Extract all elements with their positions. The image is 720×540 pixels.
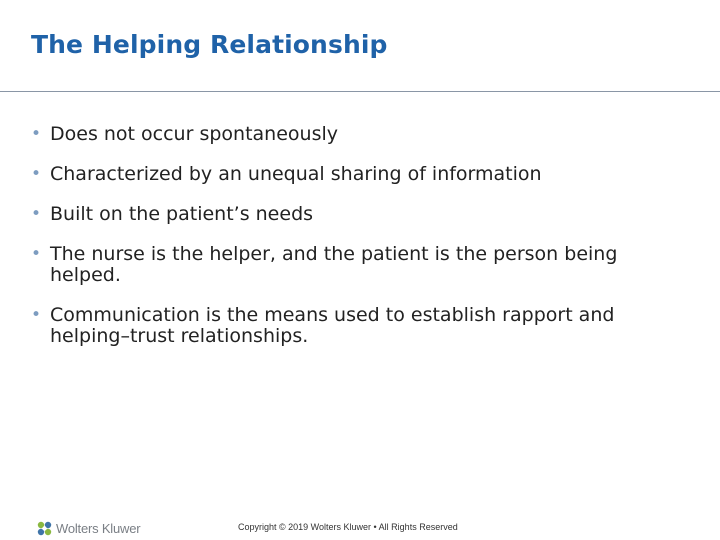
bullet-text: Characterized by an unequal sharing of information [50, 163, 542, 185]
bullet-item [30, 305, 690, 347]
title-divider [0, 91, 720, 92]
bullet-marker: • [31, 124, 42, 144]
wolters-kluwer-logo [36, 519, 140, 537]
bullet-marker: • [31, 204, 42, 224]
bullet-item [30, 124, 690, 145]
bullet-text: Built on the patient’s needs [50, 203, 314, 225]
bullet-list [30, 124, 690, 366]
bullet-item [30, 244, 690, 286]
bullet-item [30, 204, 690, 225]
wolters-kluwer-logo-icon [36, 520, 53, 537]
bullet-item [30, 164, 690, 185]
bullet-marker: • [31, 244, 42, 264]
bullet-text: Communication is the means used to establish rapport and helping–trust relationships. [50, 304, 615, 347]
slide-title: The Helping Relationship [31, 30, 388, 59]
bullet-text: The nurse is the helper, and the patient is the person being helped. [50, 243, 618, 286]
bullet-text: Does not occur spontaneously [50, 123, 338, 145]
copyright-notice: Copyright © 2019 Wolters Kluwer • All Rights Reserved [238, 522, 458, 532]
logo-text: Wolters Kluwer [56, 520, 141, 536]
bullet-marker: • [31, 164, 42, 184]
bullet-marker: • [31, 305, 42, 325]
